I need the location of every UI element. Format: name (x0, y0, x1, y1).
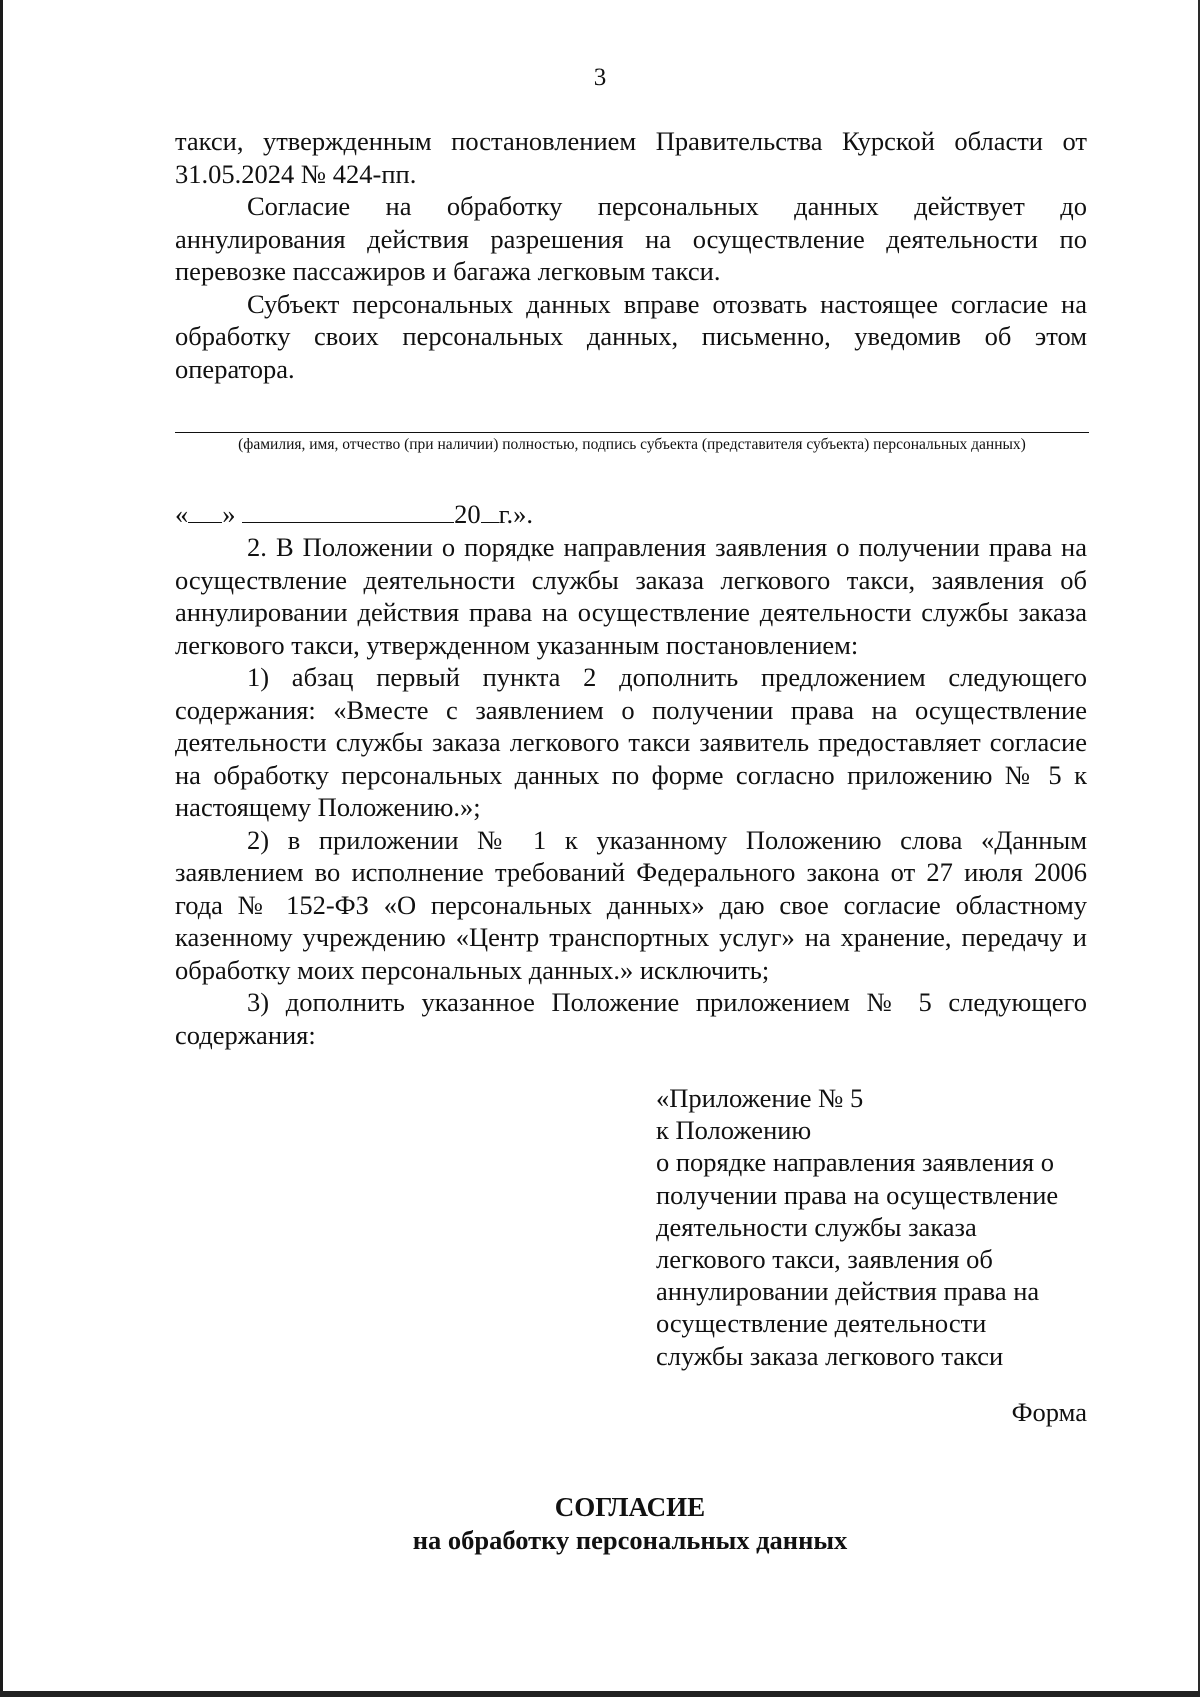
top-paragraphs (175, 125, 1087, 385)
date-close-quote: » (222, 499, 236, 529)
paragraph-subitem-2: 2) в приложении № 1 к указанному Положению слова «Данным заявлением во исполнение требований Федерального закона от 27 июля 2006 года № 152-ФЗ «О персональных данных» даю свое согласие областному казенному учреждению «Центр транспортных услуг» на хранение, передачу и обработку моих персональных данных.» исключить; (175, 824, 1087, 985)
date-open-quote: « (175, 499, 189, 529)
signature-caption: (фамилия, имя, отчество (при наличии) полностью, подпись субъекта (представителя субъекта) персональных данных) (238, 436, 1026, 453)
month-blank (242, 500, 454, 523)
appendix-line: «Приложение № 5 (656, 1083, 864, 1113)
paragraph-subitem-1: 1) абзац первый пункта 2 дополнить предложением следующего содержания: «Вместе с заявлением о получении права на осуществление деятельности службы заказа легкового такси заявитель предоставляет согласие на обработку персональных данных по форме согласно приложению № 5 к настоящему Положению.»; (175, 662, 1087, 822)
date-line (175, 498, 533, 531)
year-blank (481, 500, 499, 523)
appendix-line: аннулировании действия права на (656, 1276, 1040, 1307)
paragraph-continuation: такси, утвержденным постановлением Правительства Курской области от 31.05.2024 № 424-пп. (175, 126, 1087, 189)
signature-line (175, 432, 1089, 433)
form-label: Форма (1011, 1397, 1087, 1427)
signature-block (175, 432, 1089, 454)
page-number: 3 (593, 64, 607, 91)
appendix-line: о порядке направления заявления о (656, 1147, 1054, 1178)
appendix-header (656, 1082, 1096, 1372)
document-title: СОГЛАСИЕ (554, 1492, 706, 1522)
appendix-line: легкового такси, заявления об (656, 1244, 993, 1275)
appendix-line: осуществление деятельности (656, 1308, 987, 1339)
paragraph-consent-revocation: Субъект персональных данных вправе отозвать настоящее согласие на обработку своих персональных данных, письменно, уведомив об этом оператора. (175, 288, 1087, 384)
document-subtitle: на обработку персональных данных (412, 1525, 848, 1555)
scan-edge-bottom (0, 1691, 1200, 1697)
scan-edge-left (0, 0, 3, 1697)
day-blank (188, 500, 222, 523)
appendix-line: получении права на осуществление (656, 1179, 1059, 1210)
appendix-line: службы заказа легкового такси (656, 1340, 1004, 1371)
paragraph-subitem-3: 3) дополнить указанное Положение приложением № 5 следующего содержания: (175, 987, 1087, 1050)
main-paragraphs (175, 531, 1087, 1051)
appendix-line: к Положению (656, 1115, 812, 1146)
appendix-line: деятельности службы заказа (656, 1211, 977, 1242)
year-prefix: 20 (454, 499, 481, 529)
year-suffix: г.». (498, 499, 534, 529)
paragraph-consent-validity: Согласие на обработку персональных данных действует до аннулирования действия разрешения на осуществление деятельности по перевозке пассажиров и багажа легковым такси. (175, 191, 1087, 286)
paragraph-item-2: 2. В Положении о порядке направления заявления о получении права на осуществление деятельности службы заказа легкового такси, заявления об аннулировании действия права на осуществление деятельности службы заказа легкового такси, утвержденном указанным постановлением: (175, 532, 1087, 660)
